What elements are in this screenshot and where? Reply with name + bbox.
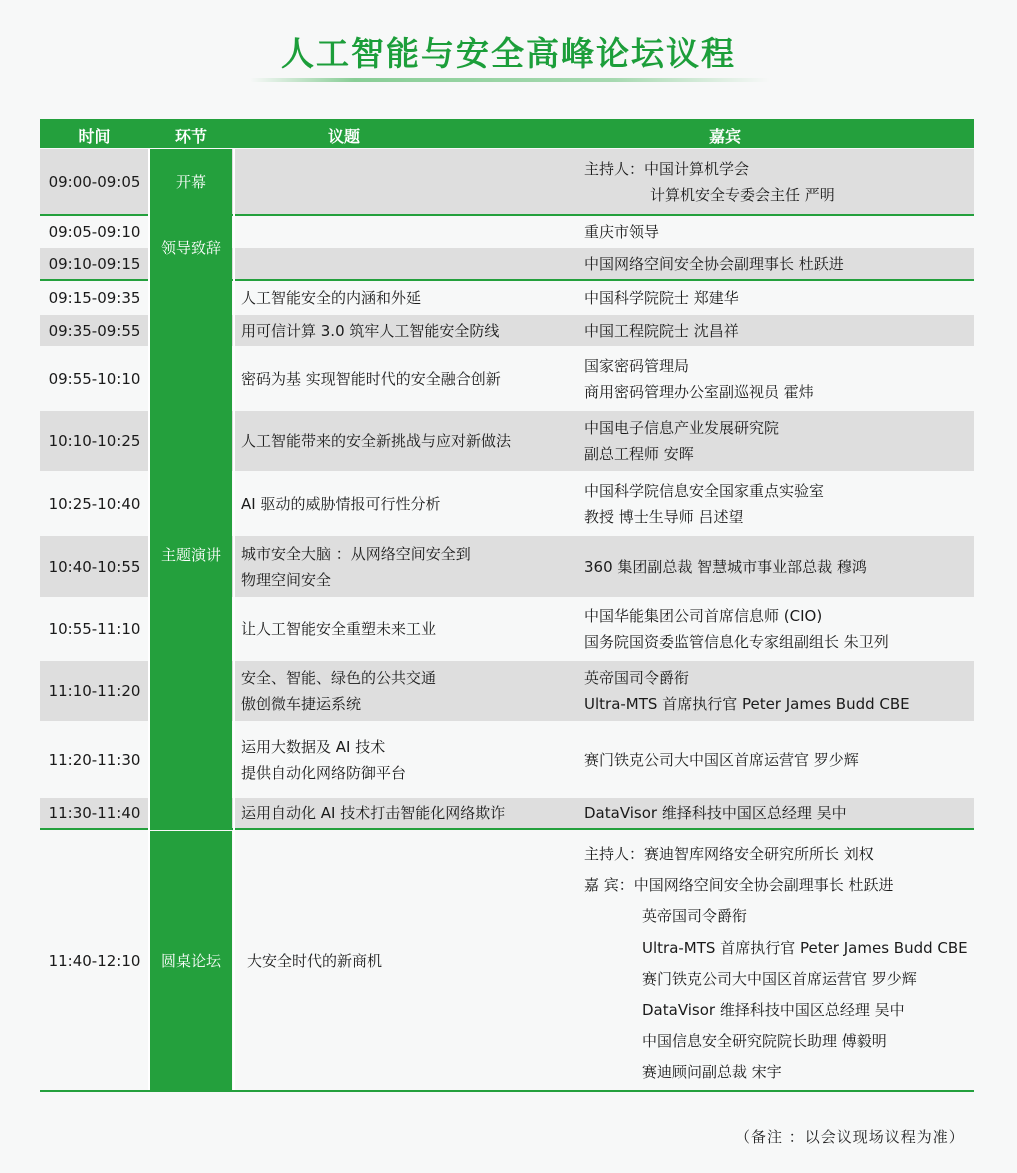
row-guests xyxy=(584,603,984,655)
row-time: 10:40-10:55 xyxy=(48,557,141,576)
row-time: 09:55-10:10 xyxy=(48,369,141,388)
guest-line: 赛迪顾问副总裁 宋宇 xyxy=(642,1063,782,1082)
row-topic: 让人工智能安全重塑未来工业 xyxy=(241,620,437,638)
row-guests xyxy=(584,839,984,1089)
separator xyxy=(40,214,974,216)
row-guests xyxy=(584,285,984,311)
separator xyxy=(40,279,974,281)
row-guests xyxy=(584,353,984,405)
guest-line: 副总工程师 安晖 xyxy=(584,445,694,463)
row-guests xyxy=(584,554,984,580)
row-topic: 运用自动化 AI 技术打击智能化网络欺诈 xyxy=(241,804,506,822)
page-title: 人工智能与安全高峰论坛议程 xyxy=(281,34,736,73)
row-time: 09:05-09:10 xyxy=(48,222,141,241)
row-topic: 安全、智能、绿色的公共交通 傲创微车捷运系统 xyxy=(241,669,437,713)
row-topic: 密码为基 实现智能时代的安全融合创新 xyxy=(241,369,501,388)
guest-line: 中国网络空间安全协会副理事长 杜跃进 xyxy=(584,254,844,273)
guest-line: 360 集团副总裁 智慧城市事业部总裁 穆鸿 xyxy=(584,557,867,576)
guest-line: 中国科学院信息安全国家重点实验室 xyxy=(584,481,825,500)
header-time: 时间 xyxy=(78,127,111,146)
guest-line: 国家密码管理局 xyxy=(584,356,690,375)
row-time: 10:25-10:40 xyxy=(48,494,141,513)
segment-opening: 开幕 xyxy=(150,149,232,214)
row-guests xyxy=(584,478,984,530)
row-time: 11:30-11:40 xyxy=(48,804,141,822)
row-topic: 城市安全大脑 ：从网络空间安全到 物理空间安全 xyxy=(241,544,471,589)
column-divider xyxy=(148,149,150,1090)
guest-line: 嘉 宾：中国网络空间安全协会副理事长 杜跃进 xyxy=(584,876,894,895)
guest-line: 计算机安全专委会主任 严明 xyxy=(650,185,835,204)
row-guests xyxy=(584,219,984,245)
guest-line: 中国信息安全研究院院长助理 傅毅明 xyxy=(642,1032,887,1051)
row-time: 09:00-09:05 xyxy=(48,172,141,191)
guest-line: 中国电子信息产业发展研究院 xyxy=(584,419,780,437)
row-time: 09:15-09:35 xyxy=(48,288,141,307)
title-underline xyxy=(250,78,770,82)
row-guests xyxy=(584,747,984,773)
guest-line: 英帝国司令爵衔 xyxy=(584,669,690,687)
header-topic: 议题 xyxy=(327,127,360,146)
separator xyxy=(40,828,974,830)
header-guests: 嘉宾 xyxy=(708,127,741,146)
guest-line: 国务院国资委监管信息化专家组副组长 朱卫列 xyxy=(584,633,889,651)
row-guests xyxy=(584,318,984,344)
row-time: 11:20-11:30 xyxy=(48,750,141,769)
column-divider xyxy=(233,149,235,1090)
row-time: 11:40-12:10 xyxy=(48,951,141,970)
guest-line: 商用密码管理办公室副巡视员 霍炜 xyxy=(584,382,814,401)
guest-line: 主持人：中国计算机学会 xyxy=(584,159,750,178)
guest-line: 中国工程院院士 沈昌祥 xyxy=(584,321,739,340)
guest-line: 赛门铁克公司大中国区首席运营官 罗少辉 xyxy=(642,969,917,988)
row-topic: 用可信计算 3.0 筑牢人工智能安全防线 xyxy=(241,321,500,340)
row-guests xyxy=(584,800,984,826)
guest-line: 重庆市领导 xyxy=(584,222,660,241)
header-segment: 环节 xyxy=(174,127,207,146)
row-topic: 运用大数据及 AI 技术 提供自动化网络防御平台 xyxy=(241,737,407,782)
row-guests xyxy=(584,156,984,208)
row-guests xyxy=(584,251,984,277)
row-topic: 人工智能带来的安全新挑战与应对新做法 xyxy=(241,432,512,450)
row-time: 09:10-09:15 xyxy=(48,254,141,273)
separator xyxy=(40,1090,974,1092)
table-header xyxy=(40,119,974,148)
row-time: 10:55-11:10 xyxy=(48,620,141,638)
row-time: 09:35-09:55 xyxy=(48,321,141,340)
guest-line: 中国华能集团公司首席信息师 (CIO) xyxy=(584,607,823,625)
segment-leader: 领导致辞 xyxy=(150,216,232,279)
segment-keynote: 主题演讲 xyxy=(150,281,232,828)
guest-line: DataVisor 维择科技中国区总经理 吴中 xyxy=(642,1001,905,1020)
row-time: 11:10-11:20 xyxy=(48,682,141,700)
guest-line: 主持人：赛迪智库网络安全研究所所长 刘权 xyxy=(584,845,874,863)
row-topic: AI 驱动的威胁情报可行性分析 xyxy=(241,494,441,513)
guest-line: Ultra-MTS 首席执行官 Peter James Budd CBE xyxy=(642,938,968,957)
footnote: （备注 ：以会议现场议程为准） xyxy=(735,1128,965,1146)
guest-line: 赛门铁克公司大中国区首席运营官 罗少辉 xyxy=(584,750,859,769)
row-topic: 人工智能安全的内涵和外延 xyxy=(241,288,422,307)
guest-line: DataVisor 维择科技中国区总经理 吴中 xyxy=(584,804,847,822)
row-guests xyxy=(584,665,984,717)
guest-line: 中国科学院院士 郑建华 xyxy=(584,288,739,307)
guest-line: 教授 博士生导师 吕述望 xyxy=(584,507,744,526)
guest-line: Ultra-MTS 首席执行官 Peter James Budd CBE xyxy=(584,695,910,713)
segment-roundtable: 圆桌论坛 xyxy=(150,831,232,1090)
row-time: 10:10-10:25 xyxy=(48,432,141,450)
row-topic: 大安全时代的新商机 xyxy=(247,951,383,970)
guest-line: 英帝国司令爵衔 xyxy=(642,907,748,926)
row-guests xyxy=(584,415,984,467)
